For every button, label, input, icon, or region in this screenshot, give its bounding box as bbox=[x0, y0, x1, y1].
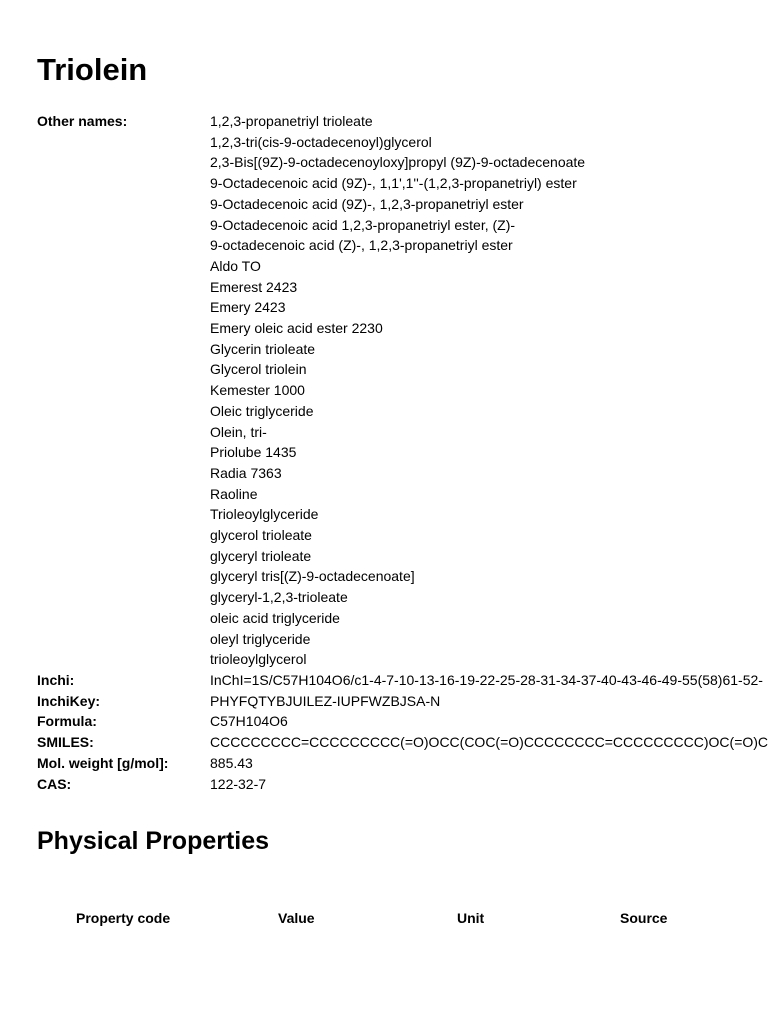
other-names-row bbox=[37, 111, 768, 670]
cas-row bbox=[37, 774, 768, 795]
other-name-item: glyceryl tris[(Z)-9-octadecenoate] bbox=[210, 568, 415, 585]
other-name-item: 2,3-Bis[(9Z)-9-octadecenoyloxy]propyl (9Z)-9-octadecenoate bbox=[210, 154, 586, 171]
inchi-row bbox=[37, 670, 768, 691]
compound-info bbox=[37, 111, 768, 794]
other-name-item: oleyl triglyceride bbox=[210, 630, 311, 647]
other-name-item: Raoline bbox=[210, 485, 258, 502]
other-name-item: Glycerin trioleate bbox=[210, 340, 316, 357]
other-name-item: oleic acid triglyceride bbox=[210, 609, 340, 626]
other-name-item: glyceryl-1,2,3-trioleate bbox=[210, 589, 348, 606]
inchi-value: InChI=1S/C57H104O6/c1-4-7-10-13-16-19-22-25-28-31-34-37-40-43-46-49-55(58)61-52- bbox=[210, 671, 763, 688]
other-names-label: Other names: bbox=[37, 113, 128, 129]
column-header-source: Source bbox=[620, 910, 668, 926]
other-name-item: 9-Octadecenoic acid (9Z)-, 1,2,3-propanetriyl ester bbox=[210, 195, 524, 212]
column-header-property-code: Property code bbox=[76, 910, 171, 926]
other-names-list bbox=[210, 111, 768, 670]
cas-label: CAS: bbox=[37, 775, 72, 792]
mol-weight-row bbox=[37, 753, 768, 774]
column-header-unit: Unit bbox=[457, 910, 485, 926]
other-name-item: Olein, tri- bbox=[210, 423, 267, 440]
inchikey-label: InchiKey: bbox=[37, 692, 101, 709]
other-name-item: Emery oleic acid ester 2230 bbox=[210, 320, 383, 337]
inchikey-value: PHYFQTYBJUILEZ-IUPFWZBJSA-N bbox=[210, 692, 441, 709]
compound-title: Triolein bbox=[37, 52, 148, 87]
other-name-item: Kemester 1000 bbox=[210, 382, 305, 399]
cas-value: 122-32-7 bbox=[210, 775, 267, 792]
other-name-item: Trioleoylglyceride bbox=[210, 506, 319, 523]
other-name-item: Emerest 2423 bbox=[210, 278, 298, 295]
mol-weight-value: 885.43 bbox=[210, 754, 253, 771]
other-name-item: Glycerol triolein bbox=[210, 361, 307, 378]
formula-value: C57H104O6 bbox=[210, 713, 288, 730]
other-name-item: Emery 2423 bbox=[210, 299, 286, 316]
inchikey-row bbox=[37, 691, 768, 712]
physical-properties-table-header bbox=[0, 908, 768, 930]
inchi-label: Inchi: bbox=[37, 671, 75, 688]
other-name-item: glyceryl trioleate bbox=[210, 547, 312, 564]
other-name-item: Radia 7363 bbox=[210, 464, 282, 481]
smiles-row bbox=[37, 732, 768, 753]
other-name-item: 1,2,3-propanetriyl trioleate bbox=[210, 113, 373, 129]
other-name-item: glycerol trioleate bbox=[210, 527, 312, 544]
column-header-value: Value bbox=[278, 910, 315, 926]
other-name-item: 9-Octadecenoic acid 1,2,3-propanetriyl ester, (Z)- bbox=[210, 216, 516, 233]
other-name-item: Aldo TO bbox=[210, 257, 261, 274]
formula-label: Formula: bbox=[37, 713, 97, 730]
other-name-item: Priolube 1435 bbox=[210, 444, 297, 461]
other-name-item: 9-octadecenoic acid (Z)-, 1,2,3-propanetriyl ester bbox=[210, 237, 513, 254]
smiles-value: CCCCCCCCC=CCCCCCCCC(=O)OCC(COC(=O)CCCCCCCC=CCCCCCCCC)OC(=O)C bbox=[210, 734, 768, 751]
smiles-label: SMILES: bbox=[37, 734, 94, 751]
other-name-item: 1,2,3-tri(cis-9-octadecenoyl)glycerol bbox=[210, 133, 432, 150]
mol-weight-label: Mol. weight [g/mol]: bbox=[37, 754, 169, 771]
other-name-item: trioleoylglycerol bbox=[210, 651, 307, 668]
formula-row bbox=[37, 711, 768, 732]
other-name-item: Oleic triglyceride bbox=[210, 402, 314, 419]
physical-properties-title: Physical Properties bbox=[37, 827, 270, 855]
other-name-item: 9-Octadecenoic acid (9Z)-, 1,1',1''-(1,2,3-propanetriyl) ester bbox=[210, 175, 577, 192]
